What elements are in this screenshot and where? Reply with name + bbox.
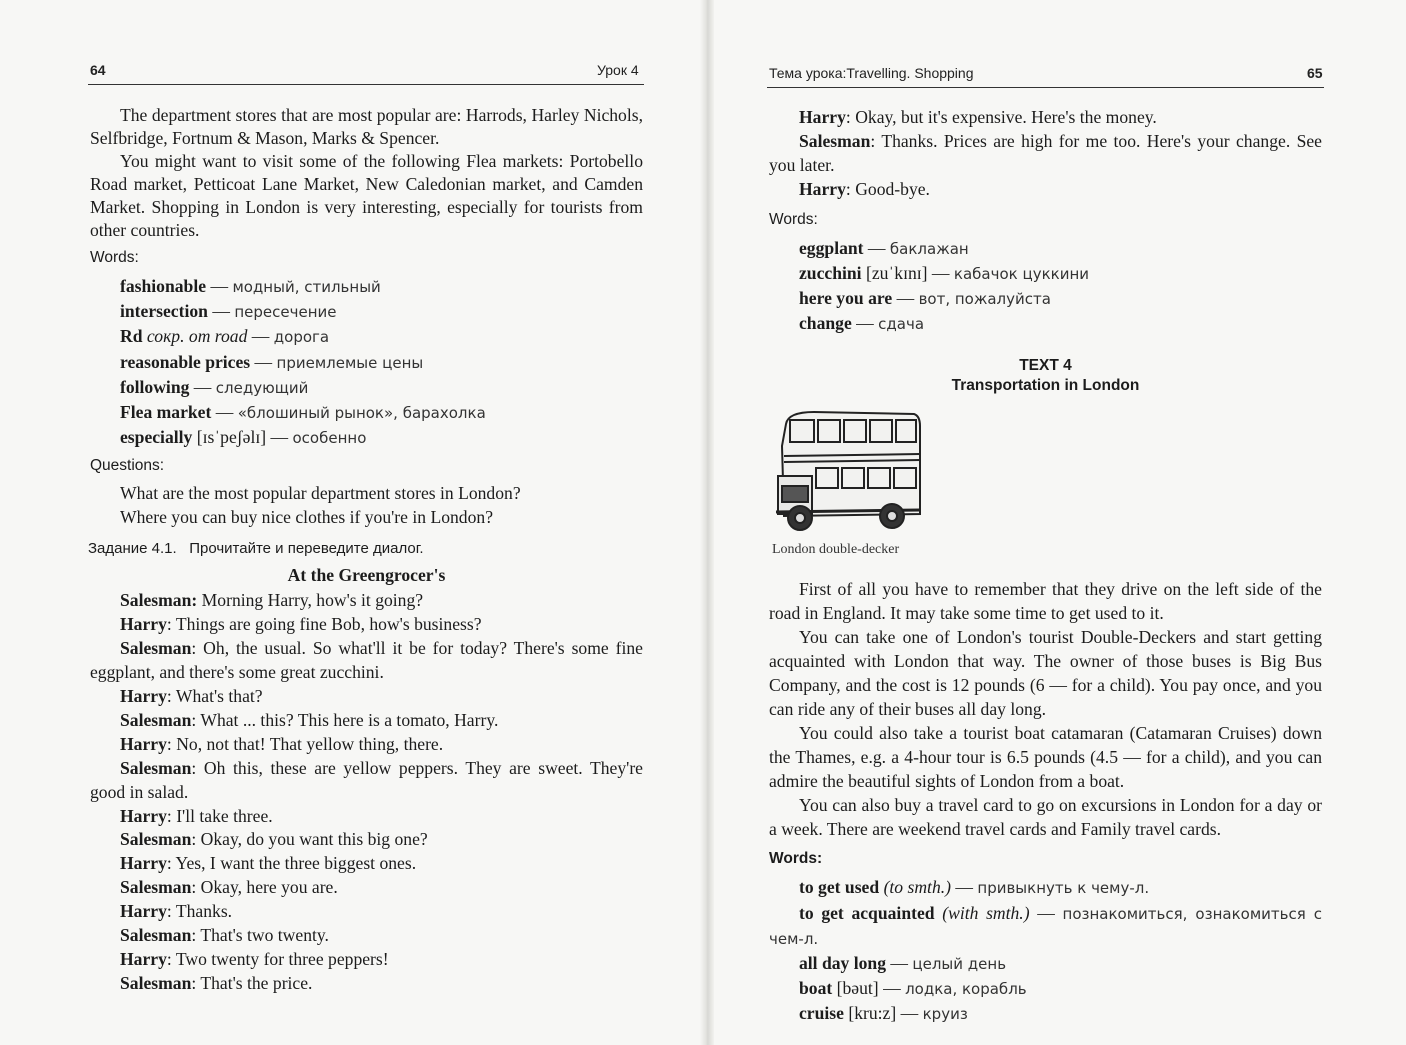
dialog-text: : Thanks. bbox=[166, 901, 233, 922]
running-header: Урок 4 bbox=[597, 62, 639, 78]
dialog-text: : What's that? bbox=[166, 686, 263, 707]
dialog-line bbox=[90, 805, 643, 829]
dialog-line bbox=[90, 900, 643, 924]
dialog-text: : Two twenty for three peppers! bbox=[166, 949, 389, 970]
speaker: Salesman bbox=[799, 130, 871, 151]
question: What are the most popular department stores in London? bbox=[120, 483, 521, 504]
vocab-item: all day long — целый день bbox=[799, 953, 1007, 974]
dialog-text: : No, not that! That yellow thing, there. bbox=[166, 733, 444, 754]
dialog-text: : Okay, here you are. bbox=[191, 877, 338, 898]
vocab-item: eggplant — баклажан bbox=[799, 237, 969, 258]
speaker: Harry bbox=[120, 614, 167, 635]
vocab-term: to get used bbox=[799, 877, 880, 898]
vocab-item: to get acquainted (with smth.) — познакомиться, ознакомиться с чем-л. bbox=[769, 902, 1323, 948]
speaker: Salesman bbox=[120, 829, 192, 850]
dialog-line bbox=[90, 685, 643, 709]
speaker: Harry bbox=[120, 733, 167, 754]
vocab-note: (to smth.) bbox=[883, 877, 951, 898]
questions-label: Questions: bbox=[90, 457, 165, 475]
speaker: Salesman bbox=[120, 709, 192, 730]
vocab-term: Flea market bbox=[120, 402, 212, 423]
vocab-term: zucchini bbox=[799, 262, 862, 283]
dialog-line bbox=[90, 637, 643, 685]
paragraph: You might want to visit some of the following Flea markets: Portobello Road market, Petticoat Lane Market, New Caledonian market, and Camden Market. Shopping in London is very interesting, especially for tourists from other countries. bbox=[90, 151, 643, 240]
vocab-term: following bbox=[120, 376, 190, 397]
dialog-line bbox=[90, 709, 643, 733]
vocab-transcription: [kru:z] bbox=[848, 1003, 897, 1024]
speaker: Harry bbox=[799, 178, 846, 199]
header-rule bbox=[767, 87, 1324, 88]
image-caption: London double-decker bbox=[772, 542, 900, 557]
vocab-translation: привыкнуть к чему-л. bbox=[977, 879, 1150, 898]
vocab-note: сокр. от road bbox=[146, 326, 248, 347]
dialog-text: : Okay, but it's expensive. Here's the money. bbox=[845, 107, 1157, 127]
vocab-term: Rd bbox=[120, 326, 143, 347]
vocab-translation: приемлемые цены bbox=[276, 353, 424, 372]
dialog-line bbox=[769, 106, 1322, 130]
vocab-term: fashionable bbox=[120, 276, 207, 296]
paragraph: The department stores that are most popular are: Harrods, Harley Nichols, Selfbridge, Fortnum & Mason, Marks & Spencer. bbox=[90, 105, 643, 148]
paragraph: You could also take a tourist boat catamaran (Catamaran Cruises) down the Thames, e.g. a 4-hour tour is 6.5 pounds (4.5 — for a child), and you can admire the beautiful sights of London from a boat. bbox=[769, 722, 1322, 791]
dialog-text: : What ... this? This here is a tomato, Harry. bbox=[191, 709, 499, 730]
vocab-item: intersection — пересечение bbox=[120, 301, 337, 322]
dialog-continued bbox=[769, 106, 1322, 202]
vocab-translation: сдача bbox=[878, 315, 925, 334]
dialog-text: : Okay, do you want this big one? bbox=[191, 829, 428, 850]
paragraph: You can take one of London's tourist Double-Deckers and start getting acquainted with London that way. The owner of those buses is Big Bus Company, and the cost is 12 pounds (6 — for a child). You pay once, and you can ride any of their buses all day long. bbox=[769, 627, 1322, 719]
speaker: Harry bbox=[120, 686, 167, 707]
dialog-text: : Oh, the usual. So what'll it be for today? There's some fine eggplant, and there's some great zucchini. bbox=[90, 638, 643, 683]
speaker: Harry bbox=[799, 107, 846, 127]
vocab-term: to get acquainted bbox=[799, 902, 935, 923]
question: Where you can buy nice clothes if you're in London? bbox=[120, 506, 493, 527]
dialog-text: : That's the price. bbox=[191, 972, 313, 993]
text-number: TEXT 4 bbox=[1019, 357, 1072, 375]
vocabulary-list bbox=[769, 236, 1322, 337]
dialog-line bbox=[769, 130, 1322, 178]
vocab-note: (with smth.) bbox=[942, 902, 1030, 923]
vocab-item: to get used (to smth.) — привыкнуть к чему-л. bbox=[799, 877, 1150, 898]
dialog-line bbox=[90, 924, 643, 948]
dialog-line bbox=[90, 852, 643, 876]
speaker: Harry bbox=[120, 949, 167, 970]
left-column bbox=[90, 104, 643, 996]
vocab-translation: лодка, корабль bbox=[905, 980, 1027, 999]
vocab-translation: вот, пожалуйста bbox=[918, 290, 1051, 309]
vocab-term: change bbox=[799, 313, 852, 334]
vocab-translation: кабачок цуккини bbox=[953, 264, 1089, 283]
vocab-term: boat bbox=[799, 978, 833, 999]
vocab-term: intersection bbox=[120, 301, 208, 322]
vocab-item: reasonable prices — приемлемые цены bbox=[120, 351, 424, 372]
speaker: Salesman bbox=[120, 925, 192, 946]
page-number: 64 bbox=[90, 62, 106, 78]
vocab-item: especially [ɪsˈpeʃəlɪ] — особенно bbox=[120, 427, 367, 448]
speaker: Salesman bbox=[120, 877, 192, 898]
dialog-text: : That's two twenty. bbox=[191, 925, 329, 946]
vocab-item: change — сдача bbox=[799, 313, 925, 334]
dialog-line bbox=[90, 876, 643, 900]
dialog-text: : Thanks. Prices are high for me too. Here's your change. See you later. bbox=[769, 130, 1322, 175]
speaker: Salesman bbox=[120, 638, 192, 659]
left-page bbox=[0, 0, 700, 1045]
vocab-term: cruise bbox=[799, 1003, 844, 1024]
vocab-translation: целый день bbox=[912, 955, 1007, 974]
vocab-item: zucchini [zuˈkɪnɪ] — кабачок цуккини bbox=[799, 262, 1089, 283]
text-title: Transportation in London bbox=[951, 377, 1140, 395]
page-number: 65 bbox=[1307, 65, 1323, 81]
header-rule bbox=[88, 84, 644, 85]
words-label: Words: bbox=[769, 210, 818, 228]
dialog-line bbox=[90, 972, 643, 996]
vocabulary-list bbox=[90, 274, 643, 450]
speaker: Harry bbox=[120, 901, 167, 922]
dialog-text: : Yes, I want the three biggest ones. bbox=[166, 853, 417, 874]
vocab-term: all day long bbox=[799, 953, 887, 974]
vocab-term: reasonable prices bbox=[120, 351, 251, 372]
dialog-text: Morning Harry, how's it going? bbox=[201, 590, 424, 611]
dialog-line bbox=[90, 733, 643, 757]
vocab-translation: «блошиный рынок», барахолка bbox=[237, 404, 486, 423]
paragraph: First of all you have to remember that they drive on the left side of the road in England. It may take some time to get used to it. bbox=[769, 579, 1322, 624]
dialog-line bbox=[90, 757, 643, 805]
dialog-line bbox=[90, 613, 643, 637]
vocab-item: boat [bəut] — лодка, корабль bbox=[799, 978, 1027, 999]
dialog-text: : Good-bye. bbox=[845, 178, 930, 199]
dialog bbox=[90, 589, 643, 995]
dialog-text: : Things are going fine Bob, how's business? bbox=[166, 614, 482, 635]
vocab-translation: баклажан bbox=[889, 239, 969, 258]
vocab-translation: модный, стильный bbox=[232, 278, 381, 296]
speaker: Salesman bbox=[120, 757, 192, 778]
dialog-line bbox=[769, 178, 1322, 202]
speaker: Salesman: bbox=[120, 590, 198, 611]
vocab-item: Rd сокр. от road — дорога bbox=[120, 326, 330, 347]
vocab-item: following — следующий bbox=[120, 376, 309, 397]
speaker: Salesman bbox=[120, 972, 192, 993]
vocab-translation: круиз bbox=[922, 1005, 968, 1024]
dialog-line bbox=[90, 589, 643, 613]
dialog-text: : I'll take three. bbox=[166, 805, 273, 826]
words-label: Words: bbox=[90, 249, 139, 266]
vocab-transcription: [zuˈkɪnɪ] bbox=[865, 262, 928, 283]
vocabulary-list bbox=[769, 875, 1322, 1026]
dialog-line bbox=[90, 828, 643, 852]
dialog-text: : Oh this, these are yellow peppers. They are sweet. They're good in salad. bbox=[90, 757, 643, 802]
speaker: Harry bbox=[120, 853, 167, 874]
vocab-translation: следующий bbox=[215, 378, 309, 397]
vocab-term: eggplant bbox=[799, 237, 864, 258]
dialog-line bbox=[90, 948, 643, 972]
words-label bbox=[769, 847, 1322, 870]
vocab-transcription: [ɪsˈpeʃəlɪ] bbox=[196, 427, 267, 448]
task-heading: Задание 4.1. Прочитайте и переведите диалог. bbox=[88, 540, 424, 558]
vocab-term: here you are bbox=[799, 288, 893, 309]
vocab-item: Flea market — «блошиный рынок», барахолка bbox=[120, 402, 486, 423]
vocab-translation: пересечение bbox=[234, 303, 337, 322]
running-header: Тема урока:Travelling. Shopping bbox=[769, 65, 974, 81]
right-column bbox=[769, 106, 1322, 1027]
vocab-translation: дорога bbox=[273, 328, 330, 347]
paragraph: You can also buy a travel card to go on excursions in London for a day or a week. There are weekend travel cards and Family travel cards. bbox=[769, 794, 1322, 839]
vocab-item: cruise [kru:z] — круиз bbox=[799, 1003, 968, 1024]
vocab-term: especially bbox=[120, 427, 193, 448]
speaker: Harry bbox=[120, 805, 167, 826]
words-label-text: Words: bbox=[769, 850, 823, 868]
vocab-item: here you are — вот, пожалуйста bbox=[799, 288, 1051, 309]
vocab-transcription: [bəut] bbox=[836, 978, 879, 999]
vocab-translation: познакомиться, ознакомиться с чем-л. bbox=[769, 904, 1323, 948]
book-gutter bbox=[700, 0, 714, 1045]
dialog-title: At the Greengrocer's bbox=[287, 565, 446, 586]
vocab-translation: особенно bbox=[292, 429, 367, 448]
right-page bbox=[714, 0, 1406, 1045]
double-decker-bus-illustration bbox=[774, 406, 922, 534]
vocab-item: fashionable — модный, стильный bbox=[120, 276, 381, 296]
